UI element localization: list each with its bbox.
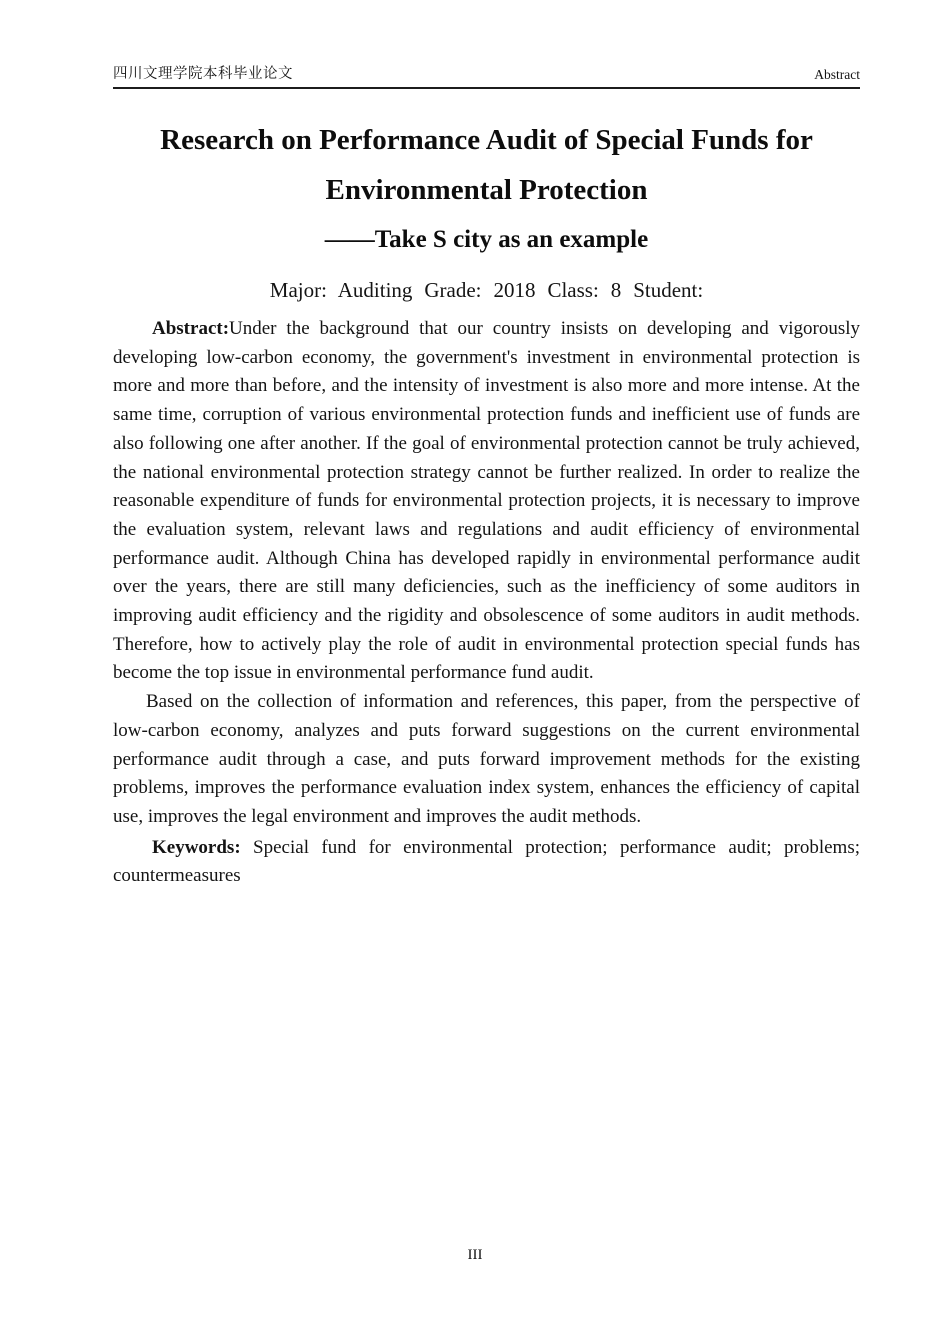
page-footer xyxy=(0,1247,950,1264)
running-header xyxy=(113,62,860,89)
byline: Major: Auditing Grade: 2018 Class: 8 Student: xyxy=(269,278,704,302)
abstract-paragraph xyxy=(113,315,860,688)
abstract-label: Abstract: xyxy=(152,318,230,339)
keywords-paragraph xyxy=(113,834,860,891)
thesis-subtitle: ——Take S city as an example xyxy=(324,226,649,253)
keywords-label: Keywords: xyxy=(152,836,241,858)
page-content xyxy=(113,90,860,891)
abstract-text: Under the background that our country insists on developing and vigorously developing low-carbon economy, the government's investment in environmental protection is more and more than before, and the intensity of investment is also more and more intense. At the same time, corruption of various environmental protection funds and inefficient use of funds are also following one after another. If the goal of environmental protection cannot be truly achieved, the national environmental protection strategy cannot be further realized. In order to realize the reasonable expenditure of funds for environmental protection projects, it is necessary to improve the evaluation system, relevant laws and regulations and audit efficiency of environmental performance audit. Although China has developed rapidly in environmental performance audit over the years, there are still many deficiencies, such as the inefficiency of some auditors in improving audit efficiency and the rigidity and obsolescence of some auditors in audit methods. Therefore, how to actively play the role of audit in environmental protection special funds has become the top issue in environmental performance fund audit. xyxy=(113,318,860,684)
page-number: III xyxy=(467,1247,483,1263)
thesis-title: Research on Performance Audit of Special Funds for Environmental Protection xyxy=(160,124,813,206)
header-section-label: Abstract xyxy=(814,67,860,82)
body-paragraph: Based on the collection of information and references, this paper, from the perspective of low-carbon economy, analyzes and puts forward suggestions on the current environmental performance audit through a case, and puts forward improvement methods for the existing problems, improves the performance evaluation index system, enhances the efficiency of capital use, improves the legal environment and improves the audit methods. xyxy=(113,691,860,827)
header-school-title: 四川文理学院本科毕业论文 xyxy=(113,66,293,82)
keywords-text: Special fund for environmental protection; performance audit; problems; countermeasures xyxy=(113,836,860,887)
